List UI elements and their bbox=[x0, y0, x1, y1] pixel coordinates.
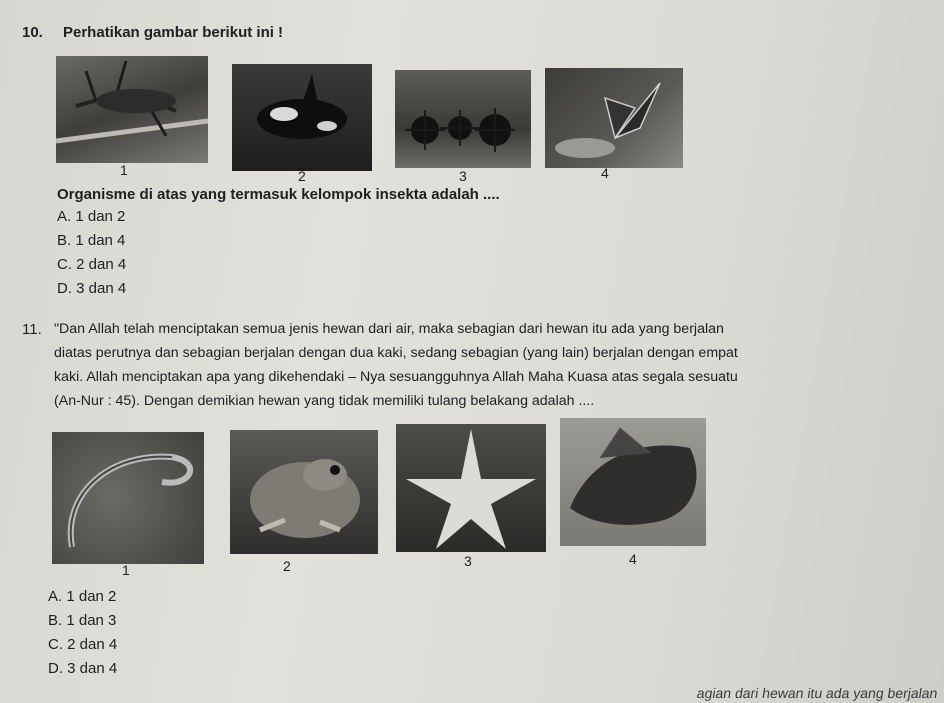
bleed-through-text: agian dari hewan itu ada yang berjalan bbox=[696, 685, 940, 701]
q11-photo-1-worm bbox=[52, 432, 204, 564]
q10-title: Perhatikan gambar berikut ini ! bbox=[63, 24, 284, 41]
q11-photo-3-starfish bbox=[396, 424, 546, 552]
q10-question: Organisme di atas yang termasuk kelompok insekta adalah .... bbox=[57, 186, 500, 203]
q10-photo-4-butterfly bbox=[545, 68, 683, 168]
q10-label-3: 3 bbox=[459, 168, 467, 184]
q11-line-1: "Dan Allah telah menciptakan semua jenis hewan dari air, maka sebagian dari hewan itu ada yang berjalan bbox=[54, 321, 724, 337]
q10-option-a[interactable]: A. 1 dan 2 bbox=[57, 208, 126, 225]
q11-option-c[interactable]: C. 2 dan 4 bbox=[48, 636, 118, 653]
q10-photo-1-grasshopper bbox=[56, 56, 208, 163]
q10-label-1: 1 bbox=[120, 162, 128, 178]
q10-option-b[interactable]: B. 1 dan 4 bbox=[57, 232, 126, 249]
q11-line-2: diatas perutnya dan sebagian berjalan dengan dua kaki, sedang sebagian (yang lain) berjalan dengan empat bbox=[54, 345, 738, 361]
q11-option-b[interactable]: B. 1 dan 3 bbox=[48, 612, 117, 629]
q11-option-a[interactable]: A. 1 dan 2 bbox=[48, 588, 117, 605]
q10-photo-3-sea-urchin bbox=[395, 70, 531, 168]
q11-label-3: 3 bbox=[464, 553, 472, 569]
q10-photo-2-orca bbox=[232, 64, 372, 171]
q11-label-2: 2 bbox=[283, 558, 291, 574]
q11-photo-2-toad bbox=[230, 430, 378, 554]
q10-number: 10. bbox=[22, 24, 43, 41]
q11-option-d[interactable]: D. 3 dan 4 bbox=[48, 660, 118, 677]
q10-label-4: 4 bbox=[601, 165, 609, 181]
q11-number: 11. bbox=[22, 321, 42, 338]
q11-label-1: 1 bbox=[122, 562, 130, 578]
q11-photo-4-fish bbox=[560, 418, 706, 546]
q11-line-3: kaki. Allah menciptakan apa yang dikehendaki – Nya sesuangguhnya Allah Maha Kuasa atas segala sesuatu bbox=[54, 369, 738, 385]
q11-line-4: (An-Nur : 45). Dengan demikian hewan yang tidak memiliki tulang belakang adalah .... bbox=[54, 393, 595, 409]
q10-label-2: 2 bbox=[298, 168, 306, 184]
q10-option-c[interactable]: C. 2 dan 4 bbox=[57, 256, 127, 273]
q11-label-4: 4 bbox=[629, 551, 637, 567]
q10-option-d[interactable]: D. 3 dan 4 bbox=[57, 280, 127, 297]
